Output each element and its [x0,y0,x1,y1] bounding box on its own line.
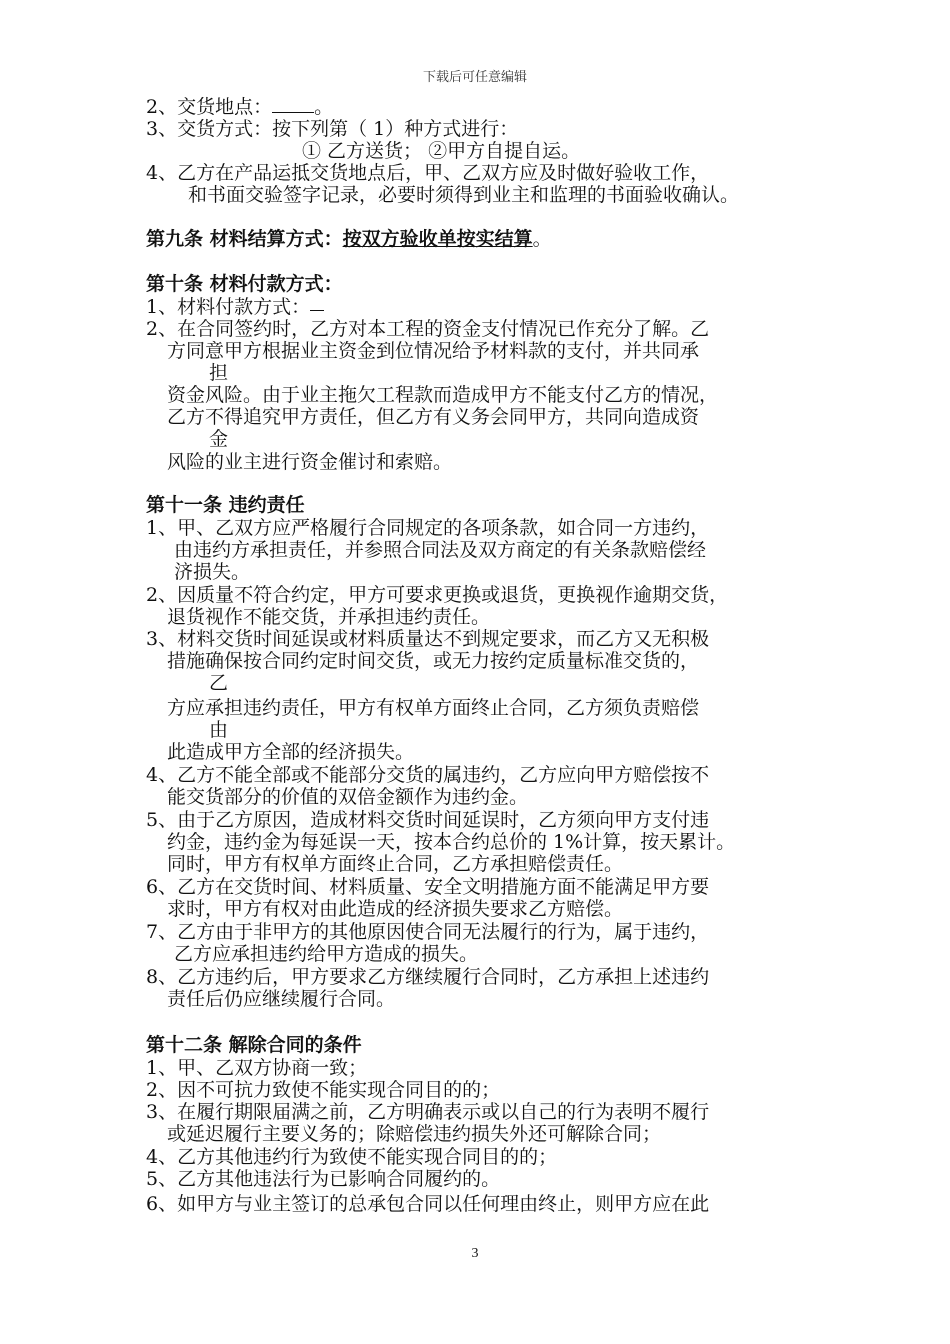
article-11-line: 5、由于乙方原因，造成材料交货时间延误时，乙方须向甲方支付违 [146,809,710,831]
article-11-line: 同时，甲方有权单方面终止合同，乙方承担赔偿责任。 [167,853,624,875]
article-12-line: 6、如甲方与业主签订的总承包合同以任何理由终止，则甲方应在此 [146,1193,710,1215]
article-10-line: 资金风险。由于业主拖欠工程款而造成甲方不能支付乙方的情况， [167,384,719,406]
delivery-location-blank [272,96,314,113]
delivery-item-3: 3、交货方式：按下列第（ 1）种方式进行： [146,118,519,140]
article-12-line: 3、在履行期限届满之前，乙方明确表示或以自己的行为表明不履行 [146,1101,710,1123]
article-11-title: 第十一条 违约责任 [146,494,305,516]
article-11-line: 1、甲、乙双方应严格履行合同规定的各项条款，如合同一方违约， [146,517,710,539]
article-11-line: 方应承担违约责任，甲方有权单方面终止合同，乙方须负责赔偿 [167,697,700,719]
article-10-line: 担 [209,362,229,384]
article-9-value: 按双方验收单按实结算 [342,228,533,250]
delivery-item-2-end: 。 [314,96,334,118]
delivery-item-3-options: ① 乙方送货； ②甲方自提自运。 [302,140,581,162]
delivery-item-4-line2: 和书面交验签字记录，必要时须得到业主和监理的书面验收确认。 [188,184,740,206]
article-11-line: 由违约方承担责任，并参照合同法及双方商定的有关条款赔偿经 [174,539,707,561]
delivery-item-2 [146,96,333,118]
page-number: 3 [471,1246,479,1261]
article-10-line: 乙方不得追究甲方责任，但乙方有义务会同甲方，共同向造成资 [167,406,700,428]
article-11-line: 2、因质量不符合约定，甲方可要求更换或退货，更换视作逾期交货， [146,584,729,606]
page-header: 下载后可任意编辑 [422,70,527,85]
article-12-line: 1、甲、乙双方协商一致； [146,1057,368,1079]
article-12-title: 第十二条 解除合同的条件 [146,1034,362,1056]
article-11-line: 乙方应承担违约给甲方造成的损失。 [174,943,479,965]
article-12-line: 2、因不可抗力致使不能实现合同目的的； [146,1079,501,1101]
article-11-line: 乙 [209,672,229,694]
article-10-item-1-label: 1、材料付款方式： [146,296,311,318]
article-11-line: 3、材料交货时间延误或材料质量达不到规定要求，而乙方又无积极 [146,628,710,650]
article-11-line: 措施确保按合同约定时间交货，或无力按约定质量标准交货的， [167,650,700,672]
article-11-line: 此造成甲方全部的经济损失。 [167,741,415,763]
article-10-line: 2、在合同签约时，乙方对本工程的资金支付情况已作充分了解。乙 [146,318,710,340]
article-10-line: 方同意甲方根据业主资金到位情况给予材料款的支付，并共同承 [167,340,700,362]
article-11-line: 4、乙方不能全部或不能部分交货的属违约，乙方应向甲方赔偿按不 [146,764,710,786]
article-9 [146,228,552,250]
article-9-label: 第九条 材料结算方式： [146,228,343,250]
article-10-title: 第十条 材料付款方式： [146,273,343,295]
article-10-line: 金 [209,428,229,450]
article-11-line: 8、乙方违约后，甲方要求乙方继续履行合同时，乙方承担上述违约 [146,966,710,988]
article-11-line: 退货视作不能交货，并承担违约责任。 [167,606,491,628]
article-11-line: 由 [209,719,229,741]
article-11-line: 责任后仍应继续履行合同。 [167,988,396,1010]
article-11-line: 济损失。 [174,561,251,583]
delivery-item-2-label: 2、交货地点： [146,96,273,118]
article-12-line: 5、乙方其他违法行为已影响合同履约的。 [146,1168,501,1190]
delivery-item-4-line1: 4、乙方在产品运抵交货地点后，甲、乙双方应及时做好验收工作， [146,162,710,184]
article-9-end: 。 [532,228,552,250]
article-11-line: 求时，甲方有权对由此造成的经济损失要求乙方赔偿。 [167,898,624,920]
article-10-item-1 [146,296,324,318]
payment-method-blank [310,296,324,311]
article-11-line: 7、乙方由于非甲方的其他原因使合同无法履行的行为，属于违约， [146,921,710,943]
article-12-line: 4、乙方其他违约行为致使不能实现合同目的的； [146,1146,558,1168]
article-10-line: 风险的业主进行资金催讨和索赔。 [167,451,453,473]
article-11-line: 6、乙方在交货时间、材料质量、安全文明措施方面不能满足甲方要 [146,876,710,898]
article-12-line: 或延迟履行主要义务的；除赔偿违约损失外还可解除合同； [167,1123,662,1145]
article-11-line: 约金，违约金为每延误一天，按本合约总价的 1%计算，按天累计。 [167,831,736,853]
article-11-line: 能交货部分的价值的双倍金额作为违约金。 [167,786,529,808]
